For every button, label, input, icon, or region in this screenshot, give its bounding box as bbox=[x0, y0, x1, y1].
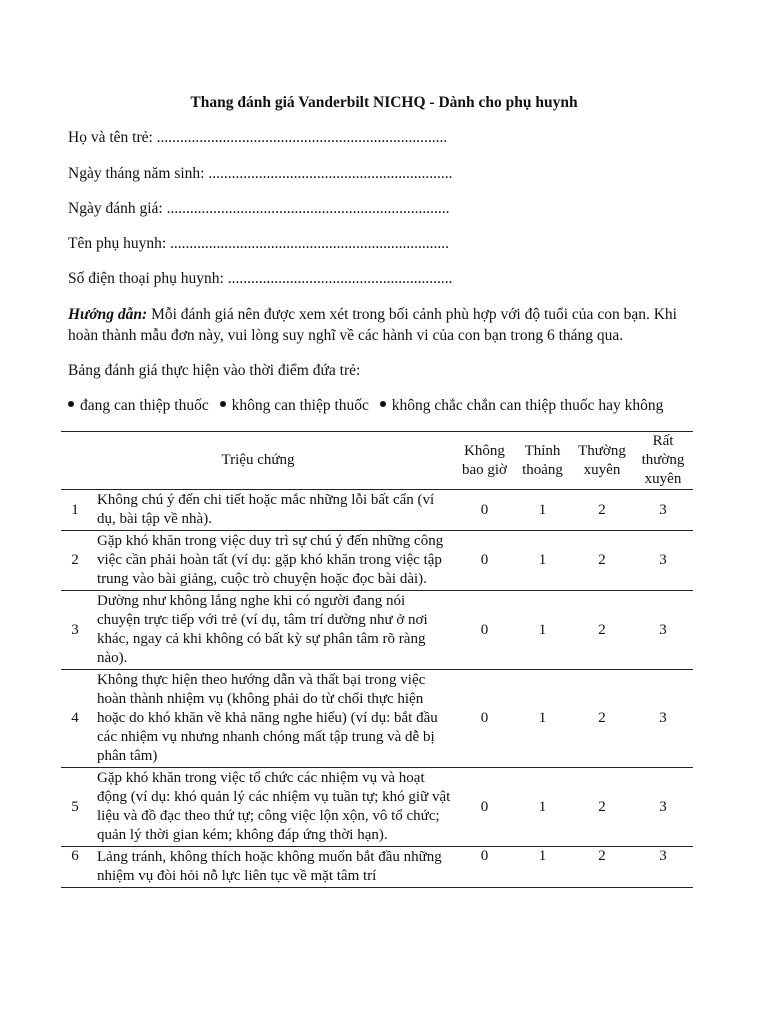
header-never: Không bao giờ bbox=[455, 432, 514, 490]
score-very-often[interactable]: 3 bbox=[633, 670, 693, 768]
row-number: 2 bbox=[61, 531, 89, 591]
table-row bbox=[61, 531, 693, 591]
score-occasionally[interactable]: 1 bbox=[514, 591, 571, 670]
score-occasionally[interactable]: 1 bbox=[514, 531, 571, 591]
option-unsure-medication bbox=[380, 396, 664, 416]
score-never[interactable]: 0 bbox=[455, 670, 514, 768]
instructions bbox=[68, 304, 708, 346]
score-often[interactable]: 2 bbox=[571, 591, 633, 670]
bullet-icon bbox=[220, 401, 226, 407]
score-often[interactable]: 2 bbox=[571, 531, 633, 591]
score-occasionally[interactable]: 1 bbox=[514, 768, 571, 847]
score-very-often[interactable]: 3 bbox=[633, 531, 693, 591]
evaluation-date-field: Ngày đánh giá: ......................................................................... bbox=[68, 200, 450, 217]
medication-options bbox=[68, 396, 670, 416]
score-never[interactable]: 0 bbox=[455, 490, 514, 531]
score-never[interactable]: 0 bbox=[455, 768, 514, 847]
score-never[interactable]: 0 bbox=[455, 531, 514, 591]
bullet-icon bbox=[380, 401, 386, 407]
row-number: 6 bbox=[61, 847, 89, 888]
header-often: Thường xuyên bbox=[571, 432, 633, 490]
instructions-text: Mỗi đánh giá nên được xem xét trong bối cảnh phù hợp với độ tuổi của con bạn. Khi hoàn thành mẫu đơn này, vui lòng suy nghĩ về các hành vi của con bạn trong 6 tháng qua. bbox=[68, 306, 677, 344]
header-occasionally: Thỉnh thoảng bbox=[514, 432, 571, 490]
row-number: 5 bbox=[61, 768, 89, 847]
parent-name-field: Tên phụ huynh: ........................................................................ bbox=[68, 235, 450, 252]
header-very-often: Rất thường xuyên bbox=[633, 432, 693, 490]
table-row bbox=[61, 768, 693, 847]
score-very-often[interactable]: 3 bbox=[633, 768, 693, 847]
table-row bbox=[61, 670, 693, 768]
score-often[interactable]: 2 bbox=[571, 768, 633, 847]
score-never[interactable]: 0 bbox=[455, 591, 514, 670]
option-on-medication bbox=[68, 396, 209, 416]
score-often[interactable]: 2 bbox=[571, 670, 633, 768]
row-number: 4 bbox=[61, 670, 89, 768]
option-label: đang can thiệp thuốc bbox=[80, 397, 209, 414]
score-very-often[interactable]: 3 bbox=[633, 591, 693, 670]
score-never[interactable]: 0 bbox=[455, 847, 514, 888]
score-often[interactable]: 2 bbox=[571, 847, 633, 888]
table-row bbox=[61, 490, 693, 531]
child-name-field: Họ và tên trẻ: ........................................................................... bbox=[68, 129, 448, 146]
option-label: không can thiệp thuốc bbox=[231, 397, 369, 414]
option-label: không chắc chắn can thiệp thuốc hay không bbox=[391, 397, 664, 414]
symptom-text: Gặp khó khăn trong việc duy trì sự chú ý đến những công việc cần phải hoàn tất (ví dụ: gặp khó khăn trong việc tập trung vào bài giảng, cuộc trò chuyện hoặc đọc bài dài). bbox=[89, 531, 455, 591]
score-occasionally[interactable]: 1 bbox=[514, 670, 571, 768]
table-row bbox=[61, 591, 693, 670]
table-header-row bbox=[61, 432, 693, 490]
bullet-icon bbox=[68, 401, 74, 407]
score-occasionally[interactable]: 1 bbox=[514, 847, 571, 888]
symptom-text: Không chú ý đến chi tiết hoặc mắc những lỗi bất cẩn (ví dụ, bài tập về nhà). bbox=[89, 490, 455, 531]
row-number: 1 bbox=[61, 490, 89, 531]
score-very-often[interactable]: 3 bbox=[633, 490, 693, 531]
table-row bbox=[61, 847, 693, 888]
symptom-text: Lảng tránh, không thích hoặc không muốn bắt đầu những nhiệm vụ đòi hỏi nỗ lực liên tục về mặt tâm trí bbox=[89, 847, 455, 888]
option-not-on-medication bbox=[220, 396, 369, 416]
score-often[interactable]: 2 bbox=[571, 490, 633, 531]
symptom-text: Gặp khó khăn trong việc tổ chức các nhiệm vụ và hoạt động (ví dụ: khó quản lý các nhiệm vụ tuần tự; khó giữ vật liệu và đồ đạc theo thứ tự; công việc lộn xộn, vô tổ chức; quản lý thời gian kém; không đáp ứng thời hạn). bbox=[89, 768, 455, 847]
symptom-rating-table bbox=[61, 431, 693, 888]
score-very-often[interactable]: 3 bbox=[633, 847, 693, 888]
birth-date-field: Ngày tháng năm sinh: ............................................................... bbox=[68, 165, 453, 182]
instructions-label: Hướng dẫn: bbox=[68, 306, 148, 323]
parent-phone-field: Số điện thoại phụ huynh: .......................................................... bbox=[68, 270, 453, 287]
row-number: 3 bbox=[61, 591, 89, 670]
header-symptom: Triệu chứng bbox=[61, 432, 455, 490]
document-title: Thang đánh giá Vanderbilt NICHQ - Dành cho phụ huynh bbox=[190, 94, 578, 111]
symptom-text: Dường như không lắng nghe khi có người đang nói chuyện trực tiếp với trẻ (ví dụ, tâm trí dường như ở nơi khác, ngay cả khi không có bất kỳ sự phân tâm rõ ràng nào). bbox=[89, 591, 455, 670]
score-occasionally[interactable]: 1 bbox=[514, 490, 571, 531]
symptom-text: Không thực hiện theo hướng dẫn và thất bại trong việc hoàn thành nhiệm vụ (không phải do từ chối thực hiện hoặc do khó khăn về khả năng nghe hiểu) (ví dụ: bắt đầu các nhiệm vụ nhưng nhanh chóng mất tập trung và dễ bị phân tâm) bbox=[89, 670, 455, 768]
status-line: Bảng đánh giá thực hiện vào thời điểm đứa trẻ: bbox=[68, 362, 361, 379]
